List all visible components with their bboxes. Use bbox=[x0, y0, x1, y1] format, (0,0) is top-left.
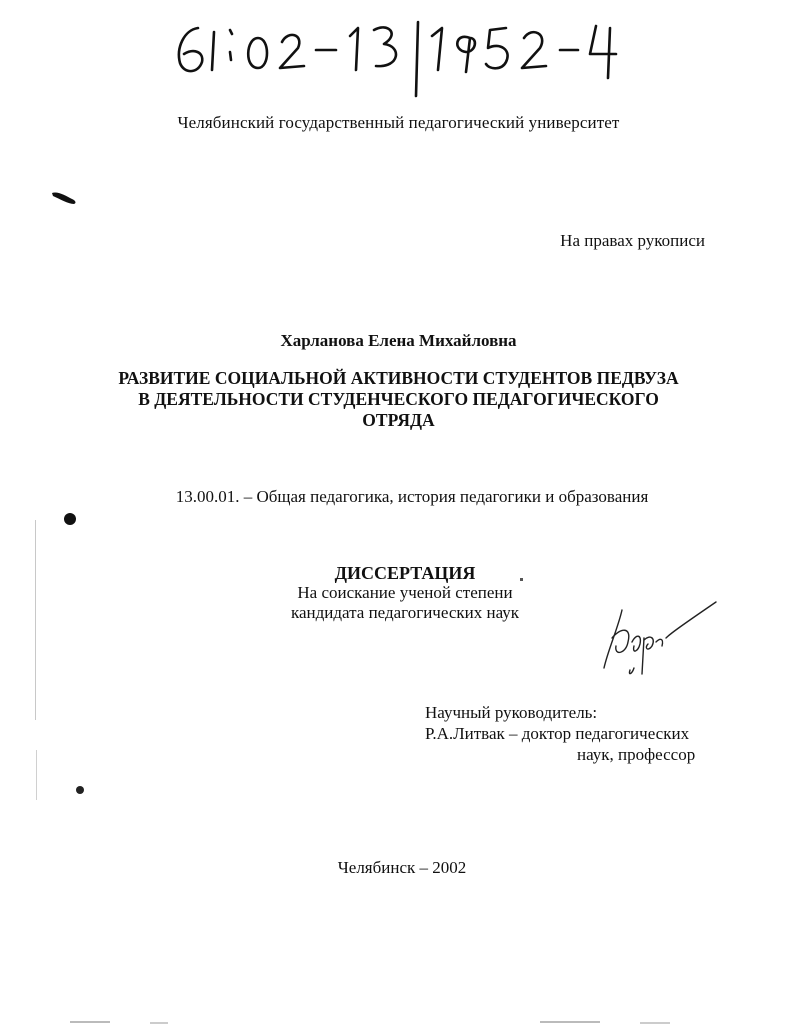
signature-icon bbox=[598, 598, 720, 678]
supervisor-title: наук, профессор bbox=[577, 745, 696, 764]
degree-line-1: На соискание ученой степени bbox=[297, 583, 513, 602]
scan-edge-line bbox=[35, 520, 36, 720]
university-name: Челябинский государственный педагогический университет bbox=[177, 113, 620, 132]
handwritten-catalog-number bbox=[170, 8, 640, 108]
title-line-3: ОТРЯДА bbox=[362, 410, 435, 430]
manuscript-rights-note: На правах рукописи bbox=[560, 231, 705, 250]
dissertation-block bbox=[260, 563, 550, 623]
scan-bottom-streak bbox=[40, 1021, 760, 1024]
degree-line-2: кандидата педагогических наук bbox=[290, 603, 520, 622]
punch-hole-mark bbox=[76, 786, 84, 794]
scientific-supervisor bbox=[425, 702, 695, 765]
title-line-2: В ДЕЯТЕЛЬНОСТИ СТУДЕНЧЕСКОГО ПЕДАГОГИЧЕСКОГО bbox=[138, 389, 659, 409]
supervisor-name: Р.А.Литвак – доктор педагогических bbox=[425, 724, 690, 743]
title-line-1: РАЗВИТИЕ СОЦИАЛЬНОЙ АКТИВНОСТИ СТУДЕНТОВ ПЕДВУЗА bbox=[118, 368, 679, 388]
specialty-code: 13.00.01. – Общая педагогика, история педагогики и образования bbox=[175, 487, 649, 506]
dissertation-heading: ДИССЕРТАЦИЯ bbox=[334, 563, 476, 583]
city-and-year: Челябинск – 2002 bbox=[337, 858, 467, 877]
dissertation-title bbox=[100, 368, 697, 431]
scan-edge-line bbox=[36, 750, 37, 800]
supervisor-label: Научный руководитель: bbox=[425, 703, 598, 722]
handwritten-signature bbox=[598, 598, 720, 678]
author-name: Харланова Елена Михайловна bbox=[280, 331, 517, 350]
punch-hole-mark bbox=[64, 513, 76, 525]
ink-blot-icon bbox=[50, 190, 78, 206]
catalog-number-handwriting bbox=[170, 8, 640, 108]
speck-mark bbox=[520, 578, 523, 581]
